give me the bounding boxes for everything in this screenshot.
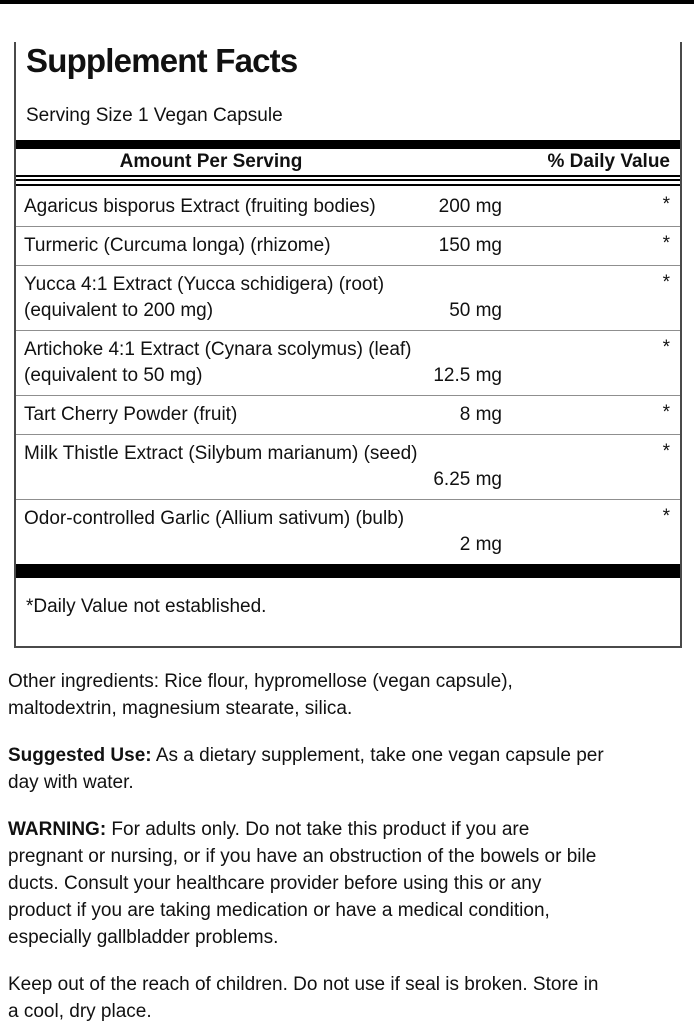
thick-rule-top	[16, 140, 680, 149]
info-paragraph: Other ingredients: Rice flour, hypromellose (vegan capsule), maltodextrin, magnesium stearate, silica.	[8, 671, 513, 719]
daily-value-footnote: *Daily Value not established.	[26, 596, 267, 617]
ingredient-row	[16, 435, 680, 500]
ingredient-amount: 2 mg	[459, 534, 502, 555]
column-header-row	[16, 151, 680, 177]
ingredient-name: Odor-controlled Garlic (Allium sativum) (bulb)	[24, 508, 405, 529]
ingredient-row	[16, 396, 680, 435]
ingredient-row	[16, 331, 680, 396]
ingredient-row	[16, 188, 680, 227]
daily-value-asterisk: *	[662, 337, 670, 358]
supplement-facts-panel	[14, 42, 682, 648]
ingredient-line2	[24, 467, 672, 493]
ingredient-name: Milk Thistle Extract (Silybum marianum) (seed)	[24, 443, 418, 464]
ingredient-name: Agaricus bisporus Extract (fruiting bodies)	[24, 196, 376, 217]
ingredient-amount: 200 mg	[438, 196, 502, 217]
ingredient-name: Yucca 4:1 Extract (Yucca schidigera) (root)	[24, 274, 385, 295]
daily-value-asterisk: *	[662, 194, 670, 215]
info-paragraph: Suggested Use: As a dietary supplement, take one vegan capsule per day with water.	[8, 745, 604, 793]
ingredient-name: Tart Cherry Powder (fruit)	[24, 404, 238, 425]
panel-title: Supplement Facts	[26, 42, 298, 79]
daily-value-header: % Daily Value	[547, 151, 670, 172]
ingredient-line1	[24, 233, 672, 259]
info-paragraph: Keep out of the reach of children. Do not use if seal is broken. Store in a cool, dry place.	[8, 974, 599, 1022]
ingredient-line1	[24, 272, 672, 298]
ingredient-line1	[24, 506, 672, 532]
top-border-strip	[0, 0, 694, 4]
ingredient-line2	[24, 532, 672, 558]
ingredient-name: Turmeric (Curcuma longa) (rhizome)	[24, 235, 331, 256]
ingredient-line1	[24, 337, 672, 363]
ingredient-line2	[24, 363, 672, 389]
ingredient-amount: 6.25 mg	[433, 469, 502, 490]
daily-value-asterisk: *	[662, 402, 670, 423]
ingredient-name: Artichoke 4:1 Extract (Cynara scolymus) (leaf)	[24, 339, 412, 360]
ingredient-amount: 50 mg	[449, 300, 502, 321]
ingredient-line2	[24, 298, 672, 324]
amount-per-serving-header: Amount Per Serving	[119, 151, 303, 172]
daily-value-asterisk: *	[662, 272, 670, 293]
ingredient-line1	[24, 441, 672, 467]
daily-value-asterisk: *	[662, 441, 670, 462]
ingredient-amount: 8 mg	[459, 404, 502, 425]
daily-value-asterisk: *	[662, 506, 670, 527]
facts-rows	[16, 188, 680, 564]
serving-size-text: Serving Size 1 Vegan Capsule	[26, 105, 283, 126]
ingredient-amount: 12.5 mg	[433, 365, 502, 386]
thick-rule-bottom	[16, 564, 680, 578]
info-paragraph: WARNING: For adults only. Do not take this product if you are pregnant or nursing, or if you have an obstruction of the bowels or bile ducts. Consult your healthcare provider before using this or any product if you are taking medication or have a medical condition, especially gallbladder problems.	[8, 819, 597, 948]
ingredient-equivalent: (equivalent to 200 mg)	[24, 300, 214, 321]
ingredient-line1	[24, 402, 672, 428]
ingredient-row	[16, 227, 680, 266]
info-text-section	[0, 668, 694, 1025]
paragraph-lead: Suggested Use:	[8, 745, 152, 766]
ingredient-equivalent: (equivalent to 50 mg)	[24, 365, 203, 386]
ingredient-row	[16, 500, 680, 564]
daily-value-asterisk: *	[662, 233, 670, 254]
paragraph-lead: WARNING:	[8, 819, 107, 840]
double-rule	[16, 179, 680, 186]
ingredient-line1	[24, 194, 672, 220]
ingredient-row	[16, 266, 680, 331]
ingredient-amount: 150 mg	[438, 235, 502, 256]
